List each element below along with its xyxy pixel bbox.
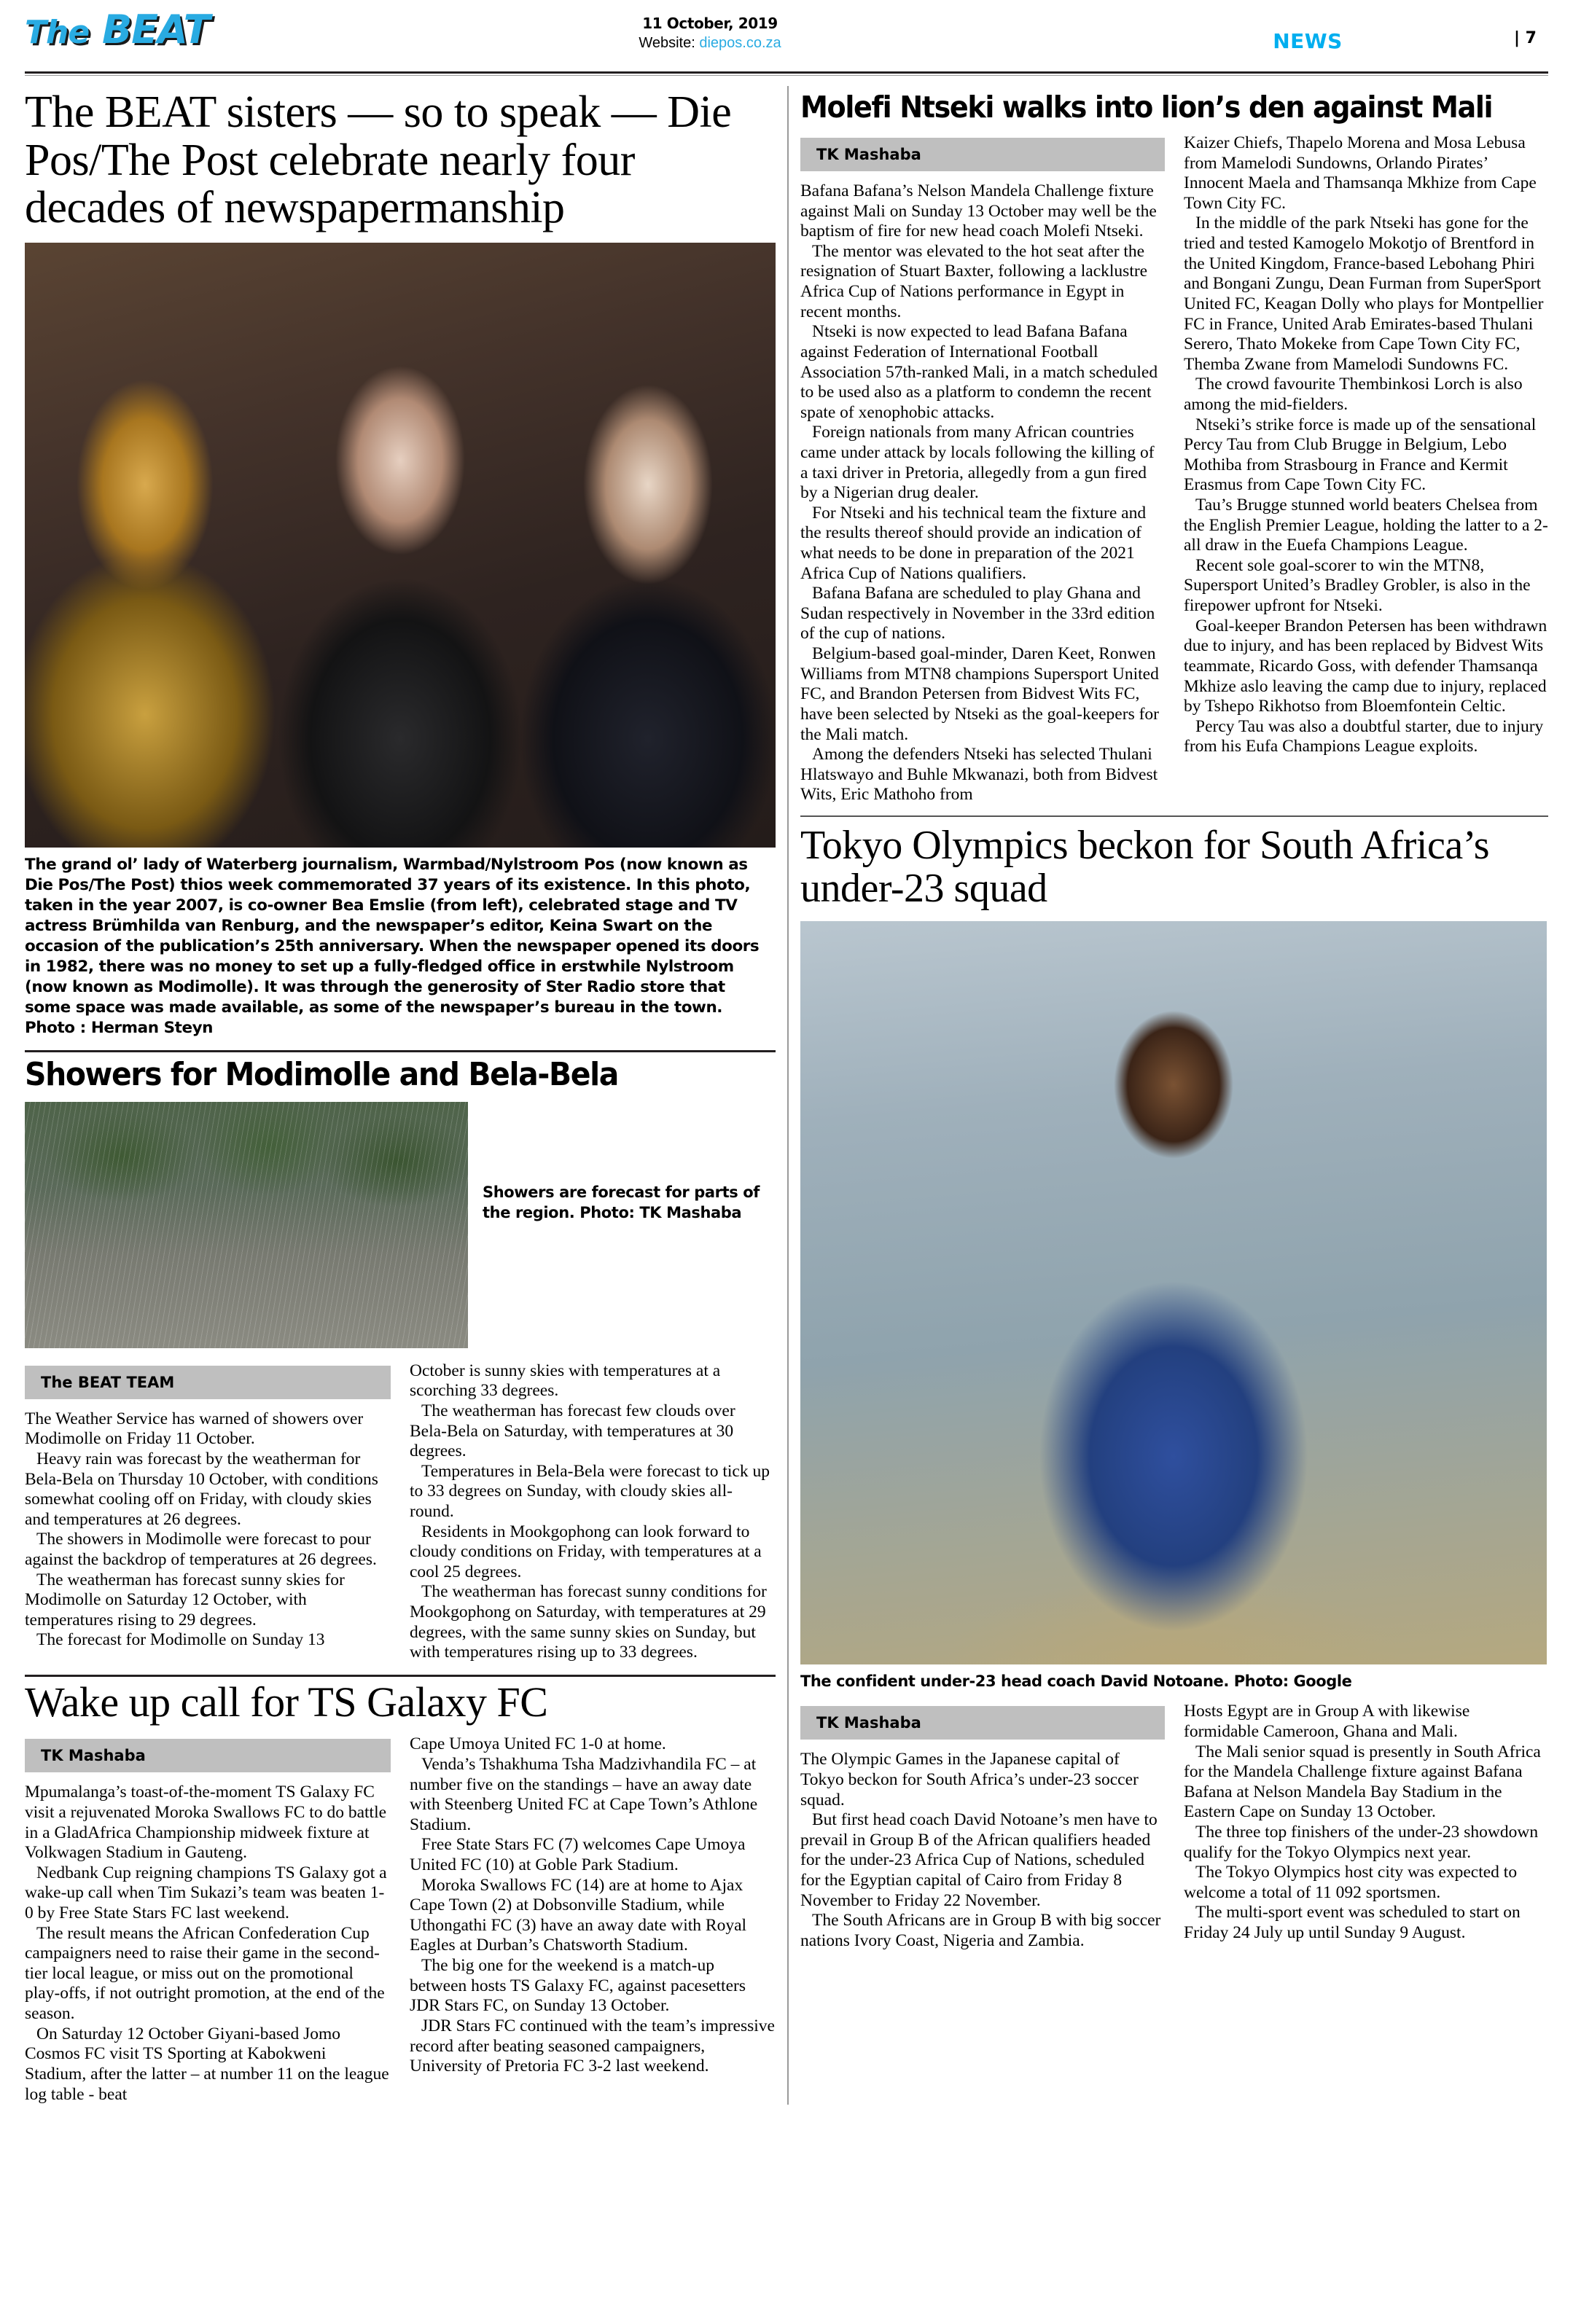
- paragraph: For Ntseki and his technical team the fixture and the results thereof should provide an indication of what needs to be done in preparation of the 2021 Africa Cup of Nations qualifiers.: [800, 503, 1147, 583]
- paragraph: The crowd favourite Thembinkosi Lorch is also among the mid-fielders.: [1184, 375, 1523, 414]
- paragraph: Cape Umoya United FC 1-0 at home.: [410, 1734, 666, 1754]
- paragraph: Bafana Bafana’s Nelson Mandela Challenge fixture against Mali on Sunday 13 October may well be the baptism of fire for new head coach Molefi Ntseki.: [800, 181, 1157, 241]
- byline-galaxy-label: TK Mashaba: [41, 1747, 146, 1765]
- paragraph: Residents in Mookgophong can look forward to cloudy conditions on Friday, with temperatures at a cool 25 degrees.: [410, 1522, 762, 1581]
- weather-body-2: [410, 1361, 776, 1663]
- paragraph: The weatherman has forecast few clouds over Bela-Bela on Saturday, with temperatures at 30 degrees.: [410, 1401, 735, 1461]
- tokyo-text-columns: [800, 1702, 1548, 1951]
- paragraph: Venda’s Tshakhuma Tsha Madzivhandila FC – at number five on the standings – have an away date with Steenberg United FC at Cape Town’s Athlone Stadium.: [410, 1755, 758, 1834]
- byline-ntseki: [800, 138, 1165, 171]
- ntseki-body-2: [1184, 133, 1548, 757]
- tokyo-column-2: [1184, 1702, 1548, 1951]
- paragraph: Nedbank Cup reigning champions TS Galaxy got a wake-up call when Tim Sukazi’s team was beaten 1-0 by Free State Stars FC last weekend.: [25, 1863, 387, 1923]
- ntseki-body-1: [800, 181, 1165, 805]
- paragraph: In the middle of the park Ntseki has gone for the tried and tested Kamogelo Mokotjo of Brentford in the United Kingdom, France-based Lebohang Phiri and Bongani Zungu, Dean Furman from SuperSport United FC, Keagan Dolly who plays for Montpellier FC in France, United Arab Emirates-based Thulani Serero, Thato Mokeke from Cape Town City FC, Themba Zwane from Mamelodi Sundowns FC.: [1184, 214, 1544, 374]
- masthead-center: [243, 10, 1176, 52]
- weather-column-2: [410, 1361, 776, 1663]
- right-column: [800, 86, 1548, 2105]
- headline-beat-sisters: The BEAT sisters — so to speak — Die Pos/The Post celebrate nearly four decades of newspapermanship: [25, 87, 732, 233]
- logo-word-the: The: [25, 14, 90, 51]
- divider-rule: [25, 1675, 776, 1677]
- article-ts-galaxy: [25, 1680, 776, 2105]
- paragraph: Bafana Bafana are scheduled to play Ghana and Sudan respectively in November in the 33rd edition of the cup of nations.: [800, 584, 1155, 643]
- paragraph: The forecast for Modimolle on Sunday 13: [36, 1630, 325, 1650]
- caption-rain: Showers are forecast for parts of the region. Photo: TK Mashaba: [483, 1183, 760, 1221]
- paragraph: The weatherman has forecast sunny skies for Modimolle on Saturday 12 October, with temperatures rising to 29 degrees.: [25, 1570, 345, 1629]
- weather-photo-row: [25, 1102, 776, 1348]
- paragraph: Goal-keeper Brandon Petersen has been withdrawn due to injury, and has been replaced by Bidvest Wits teammate, Ricardo Goss, with defender Thamsanqa Mkhize aslo leaving the camp due to injury, replaced by Tshepo Rikhotso from Bloemfontein Celtic.: [1184, 616, 1547, 716]
- logo-word-beat: BEAT: [102, 7, 210, 52]
- paragraph: The three top finishers of the under-23 showdown qualify for the Tokyo Olympics next year.: [1184, 1823, 1539, 1862]
- article-weather: [25, 1055, 776, 1663]
- masthead: [25, 0, 1548, 70]
- paragraph: The showers in Modimolle were forecast to pour against the backdrop of temperatures at 26 degrees.: [25, 1530, 377, 1570]
- byline-ntseki-label: TK Mashaba: [816, 146, 921, 164]
- paragraph: The Weather Service has warned of showers over Modimolle on Friday 11 October.: [25, 1409, 364, 1449]
- page-number: | 7: [1513, 29, 1537, 47]
- paragraph: But first head coach David Notoane’s men have to prevail in Group B of the African qualifiers headed for the under-23 Africa Cup of Nations, scheduled for the Egyptian capital of Cairo from Friday 8 November to Friday 22 November.: [800, 1810, 1158, 1910]
- paragraph: Mpumalanga’s toast-of-the-moment TS Galaxy FC visit a rejuvenated Moroka Swallows FC to do battle in a GladAfrica Championship midweek fixture at Volkwagen Stadium in Gauteng.: [25, 1783, 387, 1863]
- tokyo-body-2: [1184, 1702, 1548, 1943]
- paragraph: Recent sole goal-scorer to win the MTN8, Supersport United’s Bradley Grobler, is also in the firepower upfront for Ntseki.: [1184, 555, 1531, 616]
- paragraph: The big one for the weekend is a match-up between hosts TS Galaxy FC, against pacesetters JDR Stars FC, on Sunday 13 October.: [410, 1956, 746, 2016]
- paragraph: Foreign nationals from many African countries came under attack by locals following the killing of a taxi driver in Pretoria, allegedly from a gun fired by a Nigerian drug dealer.: [800, 423, 1155, 503]
- weather-body-1: [25, 1409, 391, 1651]
- tokyo-column-1: [800, 1702, 1165, 1951]
- galaxy-body-2: [410, 1734, 776, 2076]
- website-url[interactable]: diepos.co.za: [699, 35, 781, 51]
- paragraph: Among the defenders Ntseki has selected Thulani Hlatswayo and Buhle Mkwanazi, both from Bidvest Wits, Eric Mathoho from: [800, 745, 1158, 805]
- paragraph: Temperatures in Bela-Bela were forecast to tick up to 33 degrees on Sunday, with cloudy skies all-round.: [410, 1461, 770, 1522]
- ntseki-column-1: [800, 133, 1165, 805]
- column-divider: [776, 86, 800, 2105]
- galaxy-text-columns: [25, 1734, 776, 2105]
- paragraph: The result means the African Confederation Cup campaigners need to raise their game in the second-tier local league, or miss out on the promotional play-offs, if not outright promotion, at the end of the season.: [25, 1923, 385, 2024]
- left-column: [25, 86, 776, 2105]
- masthead-rule-thin: [25, 75, 1548, 76]
- paragraph: Kaizer Chiefs, Thapelo Morena and Mosa Lebusa from Mamelodi Sundowns, Orlando Pirates’ Innocent Maela and Thamsanqa Mkhize from Cape Town City FC.: [1184, 133, 1537, 213]
- weather-text-columns: [25, 1361, 776, 1663]
- ntseki-column-2: [1184, 133, 1548, 805]
- ntseki-text-columns: [800, 133, 1548, 805]
- paragraph: Tau’s Brugge stunned world beaters Chelsea from the English Premier League, holding the latter to a 2-all draw in the Euefa Champions League.: [1184, 496, 1548, 555]
- headline-tokyo: Tokyo Olympics beckon for South Africa’s under-23 squad: [800, 822, 1490, 912]
- byline-weather-label: The BEAT TEAM: [41, 1373, 175, 1391]
- paragraph: The Mali senior squad is presently in South Africa for the Mandela Challenge fixture against Bafana Bafana at Nelson Mandela Bay Stadium in the Eastern Cape on Sunday 13 October.: [1184, 1742, 1541, 1822]
- masthead-rule: [25, 71, 1548, 74]
- paragraph: Heavy rain was forecast by the weatherman for Bela-Bela on Thursday 10 October, with conditions somewhat cooling off on Friday, with cloudy skies and temperatures at 26 degrees.: [25, 1449, 378, 1529]
- paragraph: Belgium-based goal-minder, Daren Keet, Ronwen Williams from MTN8 champions Supersport United FC, and Brandon Petersen from Bidvest Wits FC, have been selected by Ntseki as the goal-keepers for the Mali match.: [800, 644, 1159, 744]
- paragraph: October is sunny skies with temperatures at a scorching 33 degrees.: [410, 1361, 721, 1401]
- photo-david-notoane: [800, 921, 1547, 1664]
- page-body: [25, 86, 1548, 2105]
- tokyo-body-1: [800, 1750, 1165, 1951]
- galaxy-column-2: [410, 1734, 776, 2105]
- paragraph: Percy Tau was also a doubtful starter, due to injury from his Eufa Champions League exploits.: [1184, 716, 1544, 756]
- headline-ntseki: Molefi Ntseki walks into lion’s den against Mali: [800, 90, 1493, 125]
- headline-weather: Showers for Modimolle and Bela-Bela: [25, 1055, 618, 1093]
- issue-date: 11 October, 2019: [642, 15, 778, 32]
- paragraph: The South Africans are in Group B with big soccer nations Ivory Coast, Nigeria and Zambia.: [800, 1911, 1161, 1950]
- divider-rule: [800, 815, 1548, 817]
- photo-rain: [25, 1102, 468, 1348]
- paragraph: The weatherman has forecast sunny conditions for Mookgophong on Saturday, with temperatures at 29 degrees, with the same sunny skies on Sunday, but with temperatures rising up to 33 degrees.: [410, 1582, 767, 1662]
- paragraph: JDR Stars FC continued with the team’s impressive record after beating seasoned campaigners, University of Pretoria FC 3-2 last weekend.: [410, 2016, 775, 2076]
- article-ntseki: [800, 92, 1548, 805]
- website-label: Website:: [639, 35, 695, 51]
- byline-weather: [25, 1366, 391, 1399]
- section-title: NEWS: [1273, 29, 1343, 53]
- paragraph: On Saturday 12 October Giyani-based Jomo Cosmos FC visit TS Sporting at Kabokweni Stadium, after the latter – at number 11 on the league log table - beat: [25, 2024, 389, 2104]
- paragraph: Ntseki is now expected to lead Bafana Bafana against Federation of International Football Association 57th-ranked Mali, in a match scheduled to be used also as a platform to condemn the recent spate of xenophobic attacks.: [800, 322, 1158, 422]
- paragraph: Moroka Swallows FC (14) are at home to Ajax Cape Town (2) at Dobsonville Stadium, while Uthongathi FC (3) have an away date with Royal Eagles at Durban’s Chatsworth Stadium.: [410, 1875, 747, 1955]
- paragraph: The Olympic Games in the Japanese capital of Tokyo beckon for South Africa’s under-23 soccer squad.: [800, 1750, 1139, 1809]
- weather-column-1: [25, 1361, 391, 1663]
- paragraph: Free State Stars FC (7) welcomes Cape Umoya United FC (10) at Goble Park Stadium.: [410, 1835, 746, 1875]
- paragraph: The mentor was elevated to the hot seat after the resignation of Stuart Baxter, following a lacklustre Africa Cup of Nations performance in Egypt in recent months.: [800, 241, 1148, 321]
- photo-beat-sisters: [25, 243, 776, 848]
- galaxy-column-1: [25, 1734, 391, 2105]
- website-line: [243, 35, 1176, 52]
- byline-tokyo-label: TK Mashaba: [816, 1714, 921, 1732]
- paragraph: The Tokyo Olympics host city was expected to welcome a total of 11 092 sportsmen.: [1184, 1863, 1518, 1902]
- byline-tokyo: [800, 1706, 1165, 1740]
- paragraph: Hosts Egypt are in Group A with likewise formidable Cameroon, Ghana and Mali.: [1184, 1702, 1470, 1741]
- galaxy-body-1: [25, 1783, 391, 2105]
- article-beat-sisters: [25, 89, 776, 1038]
- paragraph: Ntseki’s strike force is made up of the sensational Percy Tau from Club Brugge in Belgium, Lebo Mothiba from Strasbourg in France and Kermit Erasmus from Cape Town City FC.: [1184, 415, 1537, 495]
- paragraph: The multi-sport event was scheduled to start on Friday 24 July up until Sunday 9 August.: [1184, 1903, 1521, 1943]
- caption-beat-sisters: The grand ol’ lady of Waterberg journalism, Warmbad/Nylstroom Pos (now known as Die Pos/The Post) thios week commemorated 37 years of its existence. In this photo, taken in the year 2007, is co-owner Bea Emslie (from left), celebrated stage and TV actress Brümhilda van Renburg, and the newspaper’s editor, Keina Swart on the occasion of the publication’s 25th anniversary. When the newspaper opened its doors in 1982, there was no money to set up a fully-fledged office in erstwhile Nylstroom (now known as Modimolle). It was through the generosity of Ster Radio store that some space was made available, as some of the newspaper’s bureau in the town. Photo : Herman Steyn: [25, 856, 760, 1037]
- divider-rule: [25, 1050, 776, 1052]
- publication-logo[interactable]: [25, 7, 243, 52]
- caption-david-notoane: The confident under-23 head coach David Notoane. Photo: Google: [800, 1672, 1352, 1690]
- byline-galaxy: [25, 1739, 391, 1772]
- article-tokyo: [800, 824, 1548, 1952]
- headline-ts-galaxy: Wake up call for TS Galaxy FC: [25, 1678, 548, 1726]
